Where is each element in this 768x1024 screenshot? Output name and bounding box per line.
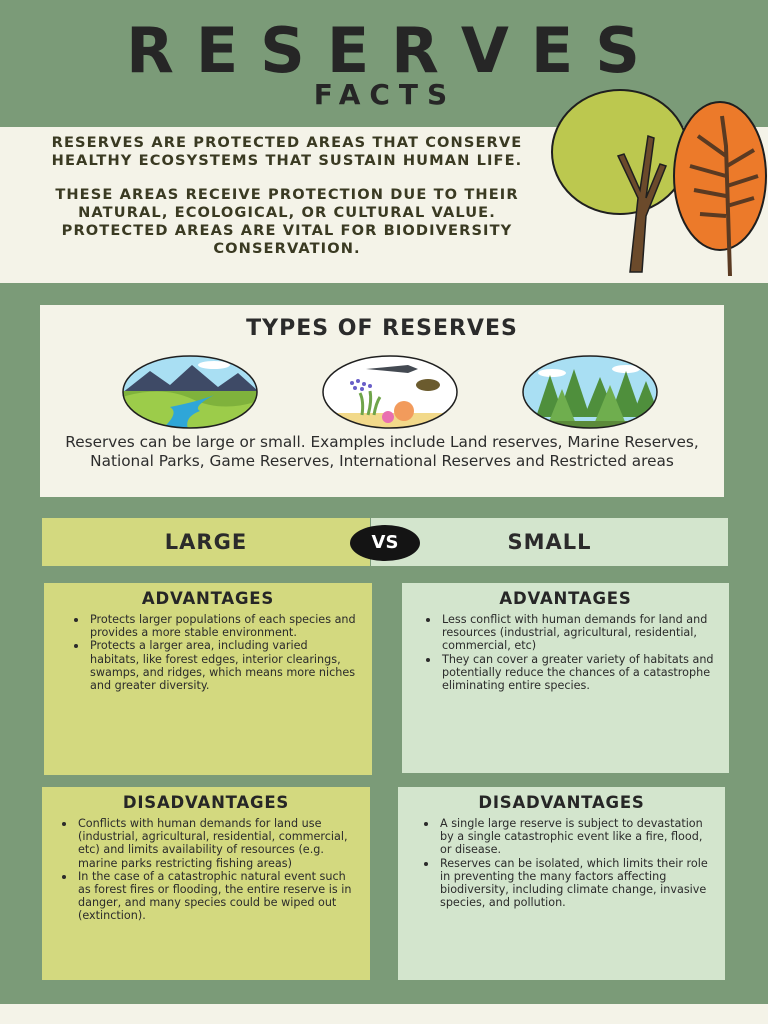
forest-icon [522, 355, 658, 429]
intro-paragraph-1: RESERVES ARE PROTECTED AREAS THAT CONSERVE HEALTHY ECOSYSTEMS THAT SUSTAIN HUMAN LIFE. [51, 134, 523, 169]
large-advantages-card [44, 583, 372, 775]
mountain-river-icon [122, 355, 258, 429]
orange-tree-icon [674, 102, 766, 276]
list-item: In the case of a catastrophic natural event such as forest fires or flooding, the entire reserve is in danger, and many species could be wiped out (extinction). [78, 870, 356, 923]
list-item: Protects larger populations of each species and provides a more stable environment. [90, 613, 358, 639]
intro-paragraph-2: THESE AREAS RECEIVE PROTECTION DUE TO THEIR NATURAL, ECOLOGICAL, OR CULTURAL VALUE. PROTECTED AREAS ARE VITAL FOR BIODIVERSITY CONSERVATION. [55, 186, 519, 257]
small-advantages-card [402, 583, 729, 773]
small-disadvantages-list [398, 817, 725, 909]
small-label: SMALL [371, 518, 728, 566]
list-item: A single large reserve is subject to devastation by a single catastrophic event like a fire, flood, or disease. [440, 817, 711, 857]
types-title: TYPES OF RESERVES [246, 316, 518, 341]
bottom-strip [0, 1004, 768, 1024]
list-item: They can cover a greater variety of habitats and potentially reduce the chances of a catastrophe eliminating entire species. [442, 652, 714, 693]
marine-life-icon [322, 355, 458, 429]
large-advantages-list [44, 613, 372, 692]
intro-text [26, 134, 548, 274]
page-title: RESERVES [126, 14, 662, 87]
list-item: Reserves can be isolated, which limits their role in preventing the many factors affecting biodiversity, including climate change, invasive species, and pollution. [440, 857, 711, 910]
vs-badge: VS [350, 525, 420, 561]
small-disadvantages-card [398, 787, 725, 980]
large-disadvantages-title: DISADVANTAGES [122, 793, 290, 812]
large-disadvantages-list [42, 817, 370, 923]
small-advantages-title: ADVANTAGES [499, 589, 632, 608]
large-label: LARGE [42, 518, 370, 566]
list-item: Protects a larger area, including varied habitats, like forest edges, interior clearings, swamps, and ridges, which means more niches and greater diversity. [90, 639, 358, 692]
green-tree-icon [552, 90, 688, 272]
types-description: Reserves can be large or small. Examples include Land reserves, Marine Reserves, National Parks, Game Reserves, International Reserves and Restricted areas [65, 433, 699, 470]
trees-illustration [548, 86, 768, 282]
large-advantages-title: ADVANTAGES [141, 589, 275, 608]
page-subtitle: FACTS [313, 78, 457, 111]
list-item: Conflicts with human demands for land use (industrial, agricultural, residential, commercial, etc) and limits availability of resources (e.g. marine parks restricting fishing areas) [78, 817, 356, 870]
small-disadvantages-title: DISADVANTAGES [478, 793, 645, 812]
list-item: Less conflict with human demands for land and resources (industrial, agricultural, residential, commercial, etc) [442, 613, 715, 653]
large-disadvantages-card [42, 787, 370, 980]
small-advantages-list [402, 613, 729, 692]
